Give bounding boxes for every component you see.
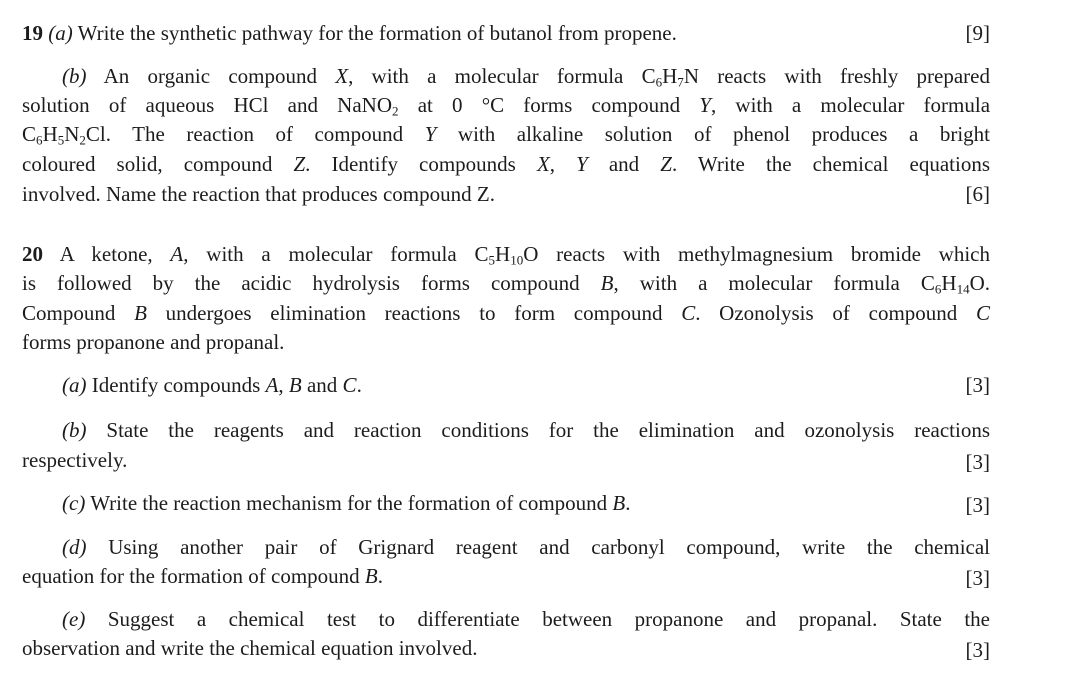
q20d-line-1: [22, 533, 990, 561]
text: H: [42, 122, 58, 146]
text: Using another pair of Grignard reagent and carbonyl compound, write the chemical: [108, 535, 991, 559]
q20a-mark: [3]: [965, 373, 990, 397]
q20-stem-line-4: [22, 328, 990, 356]
text: coloured solid, compound: [22, 152, 273, 176]
q20d-line-2: [22, 562, 990, 590]
text: , with a molecular formula C: [348, 64, 656, 88]
text: and: [608, 152, 640, 176]
text: solution of aqueous HCl and NaNO: [22, 93, 392, 117]
variable-b: B: [600, 271, 614, 295]
text: and: [306, 373, 338, 397]
q19b-line-1: [22, 62, 990, 90]
q19a-text: Write the synthetic pathway for the formation of butanol from propene.: [77, 21, 677, 45]
q20b-line-1: [22, 416, 990, 444]
text: with alkaline solution of phenol produces a bright: [457, 122, 991, 146]
subscript: 5: [57, 132, 65, 148]
variable-x: X: [536, 152, 550, 176]
variable-b: B: [288, 373, 302, 397]
text: involved. Name the reaction that produces compound Z.: [22, 182, 495, 206]
text: A ketone,: [59, 242, 153, 266]
text: C: [22, 122, 37, 146]
text: ,: [278, 373, 284, 397]
text: .: [377, 564, 383, 588]
variable-c: C: [342, 373, 357, 397]
q20-stem-line-3: [22, 299, 990, 327]
subscript: 6: [655, 74, 663, 90]
variable-c: C: [976, 301, 991, 325]
q20e-mark: [3]: [965, 638, 990, 662]
text: respectively.: [22, 448, 128, 472]
text: H: [941, 271, 957, 295]
q19a-line: [22, 19, 990, 47]
q20c-mark: [3]: [965, 493, 990, 517]
q20b-mark: [3]: [965, 450, 990, 474]
part-label: (b): [62, 418, 87, 442]
part-label: (b): [62, 64, 87, 88]
text: H: [662, 64, 678, 88]
text: , with a molecular formula C: [613, 271, 935, 295]
variable-x: X: [335, 64, 349, 88]
subscript: 10: [510, 252, 524, 268]
variable-b: B: [364, 564, 378, 588]
text: undergoes elimination reactions to form compound: [165, 301, 663, 325]
text: .: [356, 373, 362, 397]
subscript: 6: [36, 132, 43, 148]
variable-a: A: [170, 242, 184, 266]
variable-y: Y: [424, 122, 437, 146]
text: . Identify compounds: [305, 152, 516, 176]
q19b-line-5: [22, 180, 990, 208]
text: equation for the formation of compound: [22, 564, 360, 588]
part-label: (a): [62, 373, 87, 397]
text: . Ozonolysis of compound: [695, 301, 958, 325]
text: at 0 °C forms compound: [417, 93, 681, 117]
q19b-line-3: [22, 120, 990, 148]
q20b-line-2: [22, 446, 990, 474]
q20e-line-1: [22, 605, 990, 633]
part-label: (c): [62, 491, 86, 515]
text: Identify compounds: [91, 373, 261, 397]
text: O.: [969, 271, 990, 295]
question-number: 20: [22, 242, 43, 266]
q20c-line: [22, 489, 990, 517]
variable-c: C: [681, 301, 696, 325]
text: O reacts with methylmagnesium bromide which: [523, 242, 990, 266]
text: N: [64, 122, 80, 146]
variable-y: Y: [576, 152, 588, 176]
question-number: 19: [22, 21, 43, 45]
variable-y: Y: [699, 93, 711, 117]
text: Suggest a chemical test to differentiate between propanone and propanal. State the: [107, 607, 990, 631]
subscript: 2: [392, 103, 399, 119]
q19a-mark: [9]: [965, 21, 990, 45]
text: .: [625, 491, 631, 515]
text: forms propanone and propanal.: [22, 330, 285, 354]
text: , with a molecular formula: [710, 93, 991, 117]
text: H: [495, 242, 511, 266]
part-label: (d): [62, 535, 87, 559]
q19b-mark: [6]: [965, 182, 990, 206]
q19b-line-2: [22, 91, 990, 119]
q20-stem-line-2: [22, 269, 990, 297]
subscript: 2: [79, 132, 86, 148]
variable-z: Z: [293, 152, 306, 176]
q20-stem-line-1: [22, 240, 990, 268]
text: observation and write the chemical equation involved.: [22, 636, 478, 660]
variable-a: A: [265, 373, 279, 397]
text: Compound: [22, 301, 116, 325]
q20d-mark: [3]: [965, 566, 990, 590]
variable-z: Z: [660, 152, 672, 176]
text: . Write the chemical equations: [671, 152, 991, 176]
text: , with a molecular formula C: [183, 242, 489, 266]
part-label: (a): [48, 21, 73, 45]
part-label: (e): [62, 607, 86, 631]
subscript: 6: [934, 281, 942, 297]
variable-b: B: [134, 301, 147, 325]
text: N reacts with freshly prepared: [683, 64, 990, 88]
text: is followed by the acidic hydrolysis forms compound: [22, 271, 580, 295]
text: Write the reaction mechanism for the formation of compound: [90, 491, 608, 515]
subscript: 5: [488, 252, 496, 268]
q20a-line: [22, 371, 990, 399]
subscript: 7: [677, 74, 684, 90]
variable-b: B: [612, 491, 626, 515]
subscript: 14: [956, 281, 970, 297]
text: Cl. The reaction of compound: [85, 122, 404, 146]
q20e-line-2: [22, 634, 990, 662]
text: State the reagents and reaction conditions for the elimination and ozonolysis reactions: [106, 418, 991, 442]
q19b-line-4: coloured solid, compound Z. Identify compounds X, Y and Z. Write the chemical equations: [22, 152, 991, 176]
text: An organic compound: [103, 64, 317, 88]
